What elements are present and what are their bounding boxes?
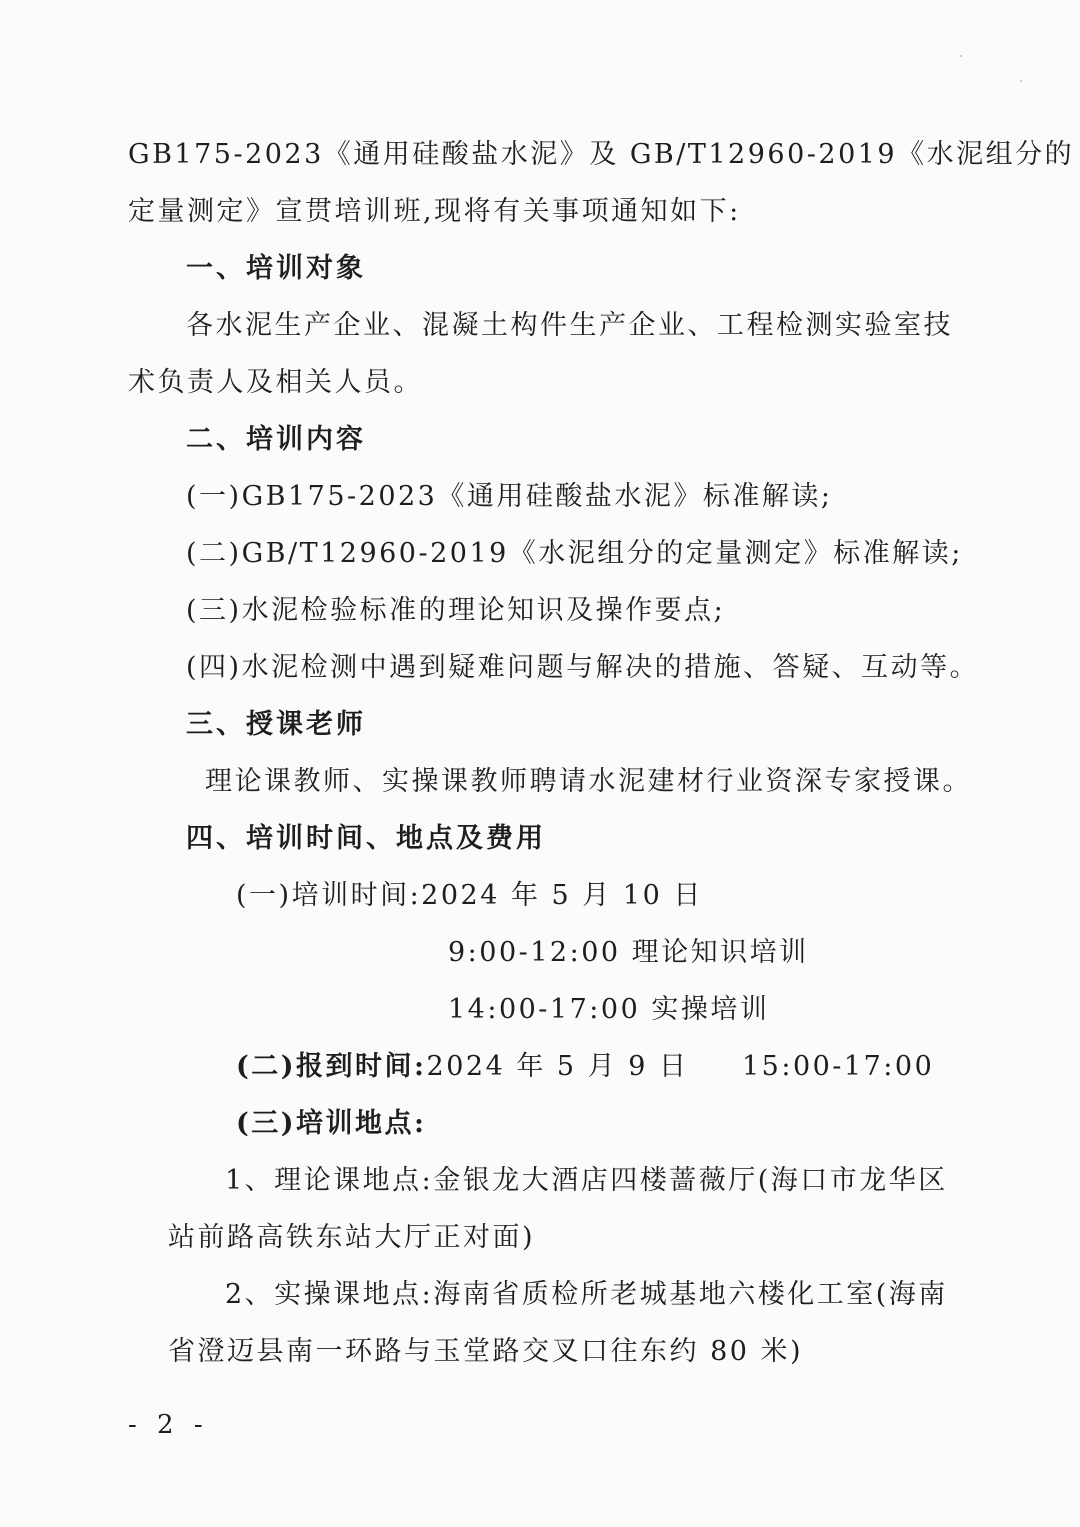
intro-line-2: 定量测定》宣贯培训班,现将有关事项通知如下: bbox=[128, 196, 741, 227]
practice-location-line-1: 2、实操课地点:海南省质检所老城基地六楼化工室(海南 bbox=[225, 1279, 948, 1310]
training-content-item-3: (三)水泥检验标准的理论知识及操作要点; bbox=[186, 595, 726, 626]
registration-date: 2024 年 5 月 9 日 bbox=[426, 1051, 689, 1082]
page-number: - 2 - bbox=[128, 1410, 209, 1440]
section-heading-time-location-fees: 四、培训时间、地点及费用 bbox=[186, 823, 546, 854]
training-targets-line-1: 各水泥生产企业、混凝土构件生产企业、工程检测实验室技 bbox=[186, 310, 953, 341]
training-content-item-4: (四)水泥检测中遇到疑难问题与解决的措施、答疑、互动等。 bbox=[186, 652, 980, 683]
registration-label: (二)报到时间: bbox=[236, 1051, 427, 1082]
training-time-date: 2024 年 5 月 10 日 bbox=[421, 880, 703, 911]
practice-location-line-2: 省澄迈县南一环路与玉堂路交叉口往东约 80 米) bbox=[168, 1336, 804, 1367]
registration-row bbox=[236, 1050, 689, 1084]
training-time-row bbox=[236, 879, 703, 913]
section-heading-training-targets: 一、培训对象 bbox=[186, 253, 366, 284]
training-session-practice: 14:00-17:00 实操培训 bbox=[448, 994, 770, 1025]
scan-speck bbox=[1020, 80, 1022, 82]
instructors-text: 理论课教师、实操课教师聘请水泥建材行业资深专家授课。 bbox=[205, 766, 972, 797]
training-time-label: (一)培训时间: bbox=[236, 880, 422, 911]
theory-location-line-2: 站前路高铁东站大厅正对面) bbox=[168, 1222, 536, 1253]
registration-time: 15:00-17:00 bbox=[742, 1051, 935, 1082]
training-content-item-2: (二)GB/T12960-2019《水泥组分的定量测定》标准解读; bbox=[186, 538, 963, 569]
training-targets-line-2: 术负责人及相关人员。 bbox=[128, 367, 423, 398]
section-heading-instructors: 三、授课老师 bbox=[186, 709, 366, 740]
intro-line-1: GB175-2023《通用硅酸盐水泥》及 GB/T12960-2019《水泥组分的 bbox=[128, 139, 1075, 170]
training-content-item-1: (一)GB175-2023《通用硅酸盐水泥》标准解读; bbox=[186, 481, 833, 512]
training-location-label: (三)培训地点: bbox=[236, 1108, 427, 1139]
theory-location-line-1: 1、理论课地点:金银龙大酒店四楼蔷薇厅(海口市龙华区 bbox=[225, 1165, 948, 1196]
scan-speck bbox=[960, 55, 962, 57]
section-heading-training-content: 二、培训内容 bbox=[186, 424, 366, 455]
training-session-theory: 9:00-12:00 理论知识培训 bbox=[448, 937, 809, 968]
